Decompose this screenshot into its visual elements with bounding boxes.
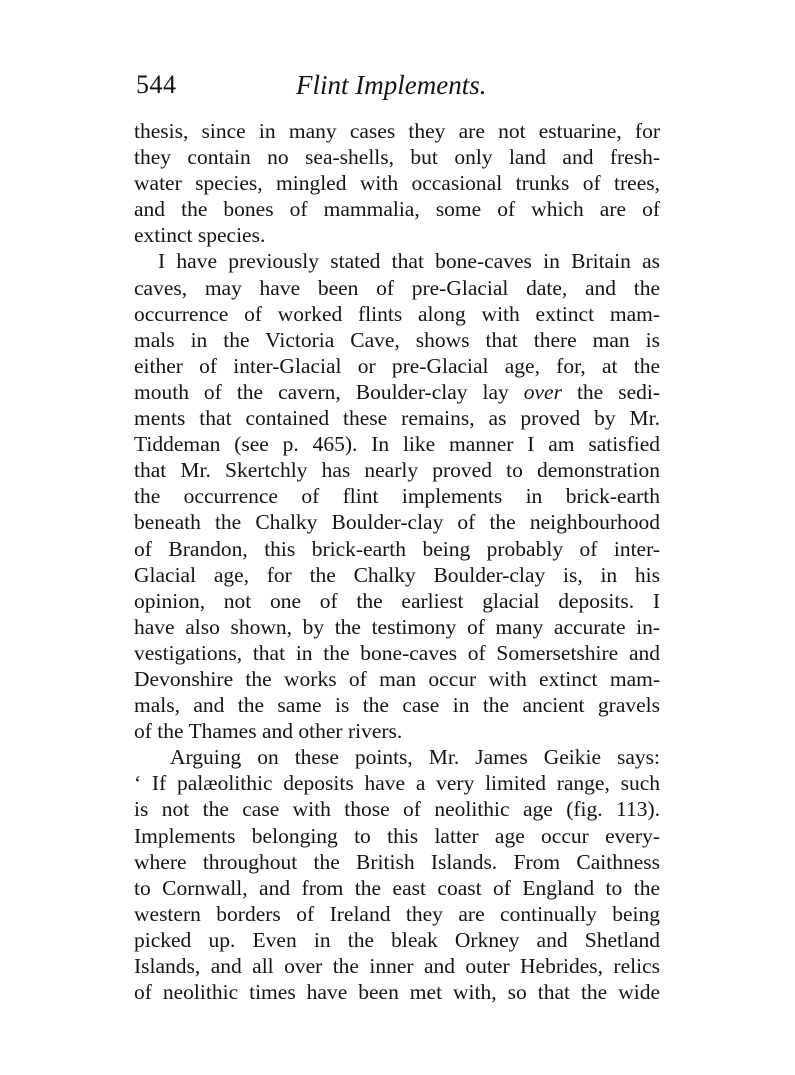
text-line: of neolithic times have been met with, so that the wide <box>134 980 660 1005</box>
text-line: Implements belonging to this latter age occur every- <box>134 823 660 848</box>
text-line: of the Thames and other rivers. <box>134 719 403 744</box>
text-line: mals, and the same is the case in the ancient gravels <box>134 693 660 718</box>
paragraph <box>134 118 660 248</box>
text-line: Devonshire the works of man occur with extinct mam- <box>134 666 660 691</box>
text-line: the occurrence of flint implements in brick-earth <box>134 484 660 509</box>
text-line: they contain no sea-shells, but only land and fresh- <box>134 145 660 170</box>
text-line: ‘ If palæolithic deposits have a very limited range, such <box>134 771 660 796</box>
text-segment: the sedi- <box>561 379 660 404</box>
paragraph <box>134 744 660 1005</box>
page-header <box>136 70 660 110</box>
text-line: have also shown, by the testimony of many accurate in- <box>134 614 660 639</box>
text-line: occurrence of worked flints along with extinct mam- <box>134 301 660 326</box>
text-line: picked up. Even in the bleak Orkney and Shetland <box>134 927 660 952</box>
text-line: ments that contained these remains, as proved by Mr. <box>134 406 660 431</box>
text-line: caves, may have been of pre-Glacial date, and the <box>134 275 660 300</box>
text-line: vestigations, that in the bone-caves of Somersetshire and <box>134 640 660 665</box>
page-number: 544 <box>136 70 177 99</box>
text-segment: mouth of the cavern, Boulder-clay lay <box>134 379 524 404</box>
text-line: to Cornwall, and from the east coast of England to the <box>134 875 660 900</box>
text-line: Tiddeman (see p. 465). In like manner I am satisfied <box>134 432 660 457</box>
text-line: Arguing on these points, Mr. James Geikie says: <box>170 745 660 770</box>
text-line: either of inter-Glacial or pre-Glacial age, for, at the <box>134 353 660 378</box>
running-title: Flint Implements. <box>296 70 487 100</box>
text-line: Glacial age, for the Chalky Boulder-clay is, in his <box>134 562 660 587</box>
text-line: Islands, and all over the inner and outer Hebrides, relics <box>134 954 660 978</box>
text-line: thesis, since in many cases they are not estuarine, for <box>134 119 660 143</box>
text-line: is not the case with those of neolithic age (fig. 113). <box>134 797 660 822</box>
italic-word: over <box>523 379 562 404</box>
text-line: where throughout the British Islands. From Caithness <box>134 849 660 874</box>
text-line-with-italic <box>134 379 660 405</box>
text-line: opinion, not one of the earliest glacial deposits. I <box>134 588 660 613</box>
text-line: water species, mingled with occasional trunks of trees, <box>134 171 660 196</box>
text-line: of Brandon, this brick-earth being probably of inter- <box>134 536 660 561</box>
text-line: and the bones of mammalia, some of which are of <box>134 197 660 222</box>
paragraph <box>134 248 660 744</box>
text-line: mals in the Victoria Cave, shows that there man is <box>134 327 660 352</box>
text-line: that Mr. Skertchly has nearly proved to demonstration <box>134 458 660 483</box>
text-line: extinct species. <box>134 223 266 248</box>
text-line: I have previously stated that bone-caves in Britain as <box>158 249 660 274</box>
body-text <box>134 118 660 1005</box>
text-line: beneath the Chalky Boulder-clay of the neighbourhood <box>134 510 660 535</box>
text-line: western borders of Ireland they are continually being <box>134 901 660 926</box>
